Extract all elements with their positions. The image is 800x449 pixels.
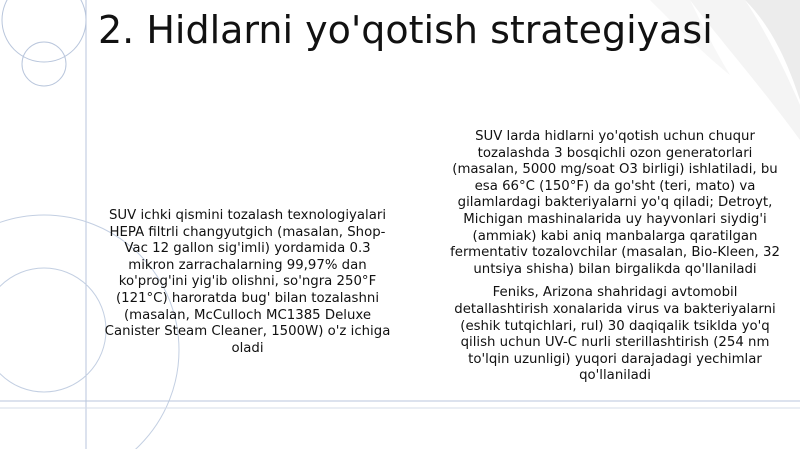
right-text-block	[445, 129, 785, 385]
circle-mid-left	[0, 268, 106, 392]
right-paragraph-uvc: Feniks, Arizona shahridagi avtomobil detallashtirish xonalarida virus va bakteriyalarni (eshik tutqichlari, rul) 30 daqiqalik tsiklda yo'q qilish uchun UV-C nurli sterillashtirish (254 nm to'lqin uzunligi) yuqori darajadagi yechimlar qo'llaniladi	[454, 285, 776, 384]
circle-top-left	[2, 0, 86, 62]
slide-title: 2. Hidlarni yo'qotish strategiyasi	[98, 8, 713, 52]
right-paragraph-ozone: SUV larda hidlarni yo'qotish uchun chuqur tozalashda 3 bosqichli ozon generatorlari (masalan, 5000 mg/soat O3 birligi) ishlatiladi, bu esa 66°C (150°F) da go'sht (teri, mato) va gilamlardagi bakteriyalarni yo'q qiladi; Detroyt, Michigan mashinalarida uy hayvonlari siydig'i (ammiak) kabi aniq manbalarga qaratilgan fermentativ tozalovchilar (masalan, Bio-Kleen, 32 untsiya shisha) bilan birgalikda qo'llaniladi	[450, 129, 780, 277]
left-text-block	[100, 208, 395, 357]
left-paragraph: SUV ichki qismini tozalash texnologiyalari HEPA filtrli changyutgich (masalan, Shop-Vac 12 gallon sig'imli) yordamida 0.3 mikron zarrachalarning 99,97% dan ko'prog'ini yig'ib olishni, so'ngra 250°F (121°C) haroratda bug' bilan tozalashni (masalan, McCulloch MC1385 Deluxe Canister Steam Cleaner, 1500W) o'z ichiga oladi	[104, 208, 391, 356]
circle-small-left	[22, 42, 66, 86]
